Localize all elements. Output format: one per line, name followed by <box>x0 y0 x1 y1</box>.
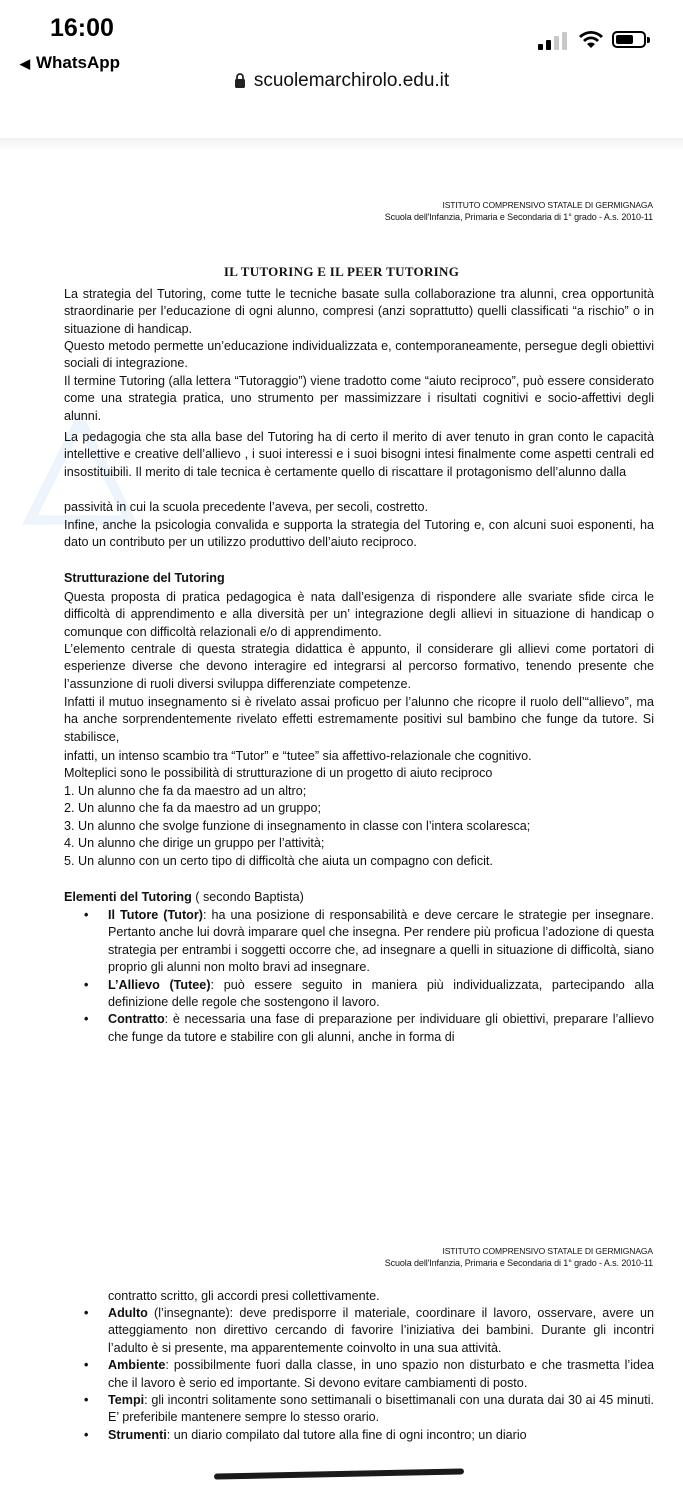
battery-icon <box>612 31 646 48</box>
struct-paragraph-2: L’elemento centrale di questa strategia didattica è appunto, il considerare gli allievi come portatori di esperienze diverse che devono interagire ed integrarsi al percorso formativo, tenendo presente che l’assunzione di ruoli diversi sviluppa differenziate competenze. <box>64 642 654 691</box>
element-term: L’Allievo (Tutee) <box>108 977 211 992</box>
lock-icon <box>234 73 246 88</box>
signal-icon <box>538 32 570 50</box>
element-text: (l’insegnante): deve predisporre il materiale, coordinare il lavoro, osservare, avere un atteggiamento non direttivo cercando di favorire l’iniziativa dei bambini. Durante gli incontri l’adulto è si presente, ma apparentemente coinvolto in una sua attività. <box>108 1306 654 1355</box>
list-item: • Il Tutore (Tutor): ha una posizione di responsabilità e deve cercare le strategie per insegnare. Pertanto anche lui dovrà imparare quel che insegna. Per rendere più proficua l’adozione di questa strategia per entrambi i soggetti occorre che, ad insegnare a quelli in situazione di difficoltà, siano proprio gli alunni non molto bravi ad insegnare. <box>84 908 654 975</box>
list-item: • Ambiente: possibilmente fuori dalla classe, in uno spazio non disturbato e che trasmetta l’idea che il lavoro è serio ed importante. Si devono evitare cambiamenti di posto. <box>84 1358 654 1390</box>
list-item: 5. Un alunno con un certo tipo di difficoltà che aiuta un compagno con deficit. <box>64 853 493 868</box>
status-time: 16:00 <box>50 14 114 42</box>
elements-heading-bold: Elementi del Tutoring <box>64 890 192 904</box>
element-term: Contratto <box>108 1012 165 1027</box>
wifi-icon <box>578 30 604 50</box>
element-text: : possibilmente fuori dalla classe, in uno spazio non disturbato e che trasmetta l’idea che il lavoro è serio ed importante. Si devono evitare cambiamenti di posto. <box>108 1358 654 1390</box>
section-heading-strutturazione: Strutturazione del Tutoring <box>64 571 225 585</box>
element-text: : un diario compilato dal tutore alla fine di ogni incontro; un diario <box>166 1427 527 1442</box>
status-bar <box>0 0 683 120</box>
elements-list-continued <box>64 1305 654 1444</box>
url-bar[interactable] <box>0 70 683 92</box>
page-edge-shadow <box>0 138 683 152</box>
school-subtitle: Scuola dell'Infanzia, Primaria e Secondaria di 1° grado - A.s. 2010-11 <box>384 1258 653 1268</box>
list-item: 4. Un alunno che dirige un gruppo per l’attività; <box>64 836 325 851</box>
list-item: • Strumenti: un diario compilato dal tutore alla fine di ogni incontro; un diario <box>84 1427 527 1442</box>
intro-paragraph-1: La strategia del Tutoring, come tutte le tecniche basate sulla collaborazione tra alunni, crea opportunità straordinarie per l’educazione di ogni alunno, compresi (anzi soprattutto) quelli classificati “a rischio” o in situazione di handicap. <box>64 287 654 336</box>
document-title: IL TUTORING E IL PEER TUTORING <box>223 264 460 279</box>
elements-heading-rest: ( secondo Baptista) <box>191 890 304 904</box>
list-item: 1. Un alunno che fa da maestro ad un altro; <box>64 784 307 798</box>
element-term: Adulto <box>108 1306 148 1320</box>
pen-underline-mark <box>214 1468 464 1479</box>
struct-paragraph-3: Infatti il mutuo insegnamento si è rivelato assai proficuo per l’alunno che ricopre il ruolo dell’“allievo”, ma ha anche sorprendentemente rivelato effetti estremamente positivi sul bambino che funge da tutore. Si stabilisce, <box>64 695 654 744</box>
element-term: Tempi <box>108 1393 145 1408</box>
section-heading-elementi <box>64 890 304 904</box>
element-term: Ambiente <box>108 1358 166 1373</box>
element-text: : è necessaria una fase di preparazione per individuare gli obiettivi, preparare l’allievo che funge da tutore e stabilire con gli alunni, anche in forma di <box>108 1012 654 1044</box>
intro-paragraph-4: La pedagogia che sta alla base del Tutoring ha di certo il merito di aver tenuto in gran conto le capacità intellettive e creative dell’allievo , i suoi interessi e i suoi bisogni intesi finalmente come aspetti centrali ed insostituibili. Il merito di tale tecnica è certamente quello di riscattare il protagonismo dell’alunno dalla <box>64 430 654 479</box>
school-name: ISTITUTO COMPRENSIVO STATALE DI GERMIGNAGA <box>442 1246 653 1256</box>
element-text: : può essere seguito in maniera più individualizzata, partecipando alla definizione delle regole che sostengono il lavoro. <box>108 977 654 1010</box>
list-item: • Contratto: è necessaria una fase di preparazione per individuare gli obiettivi, preparare l’allievo che funge da tutore e stabilire con gli alunni, anche in forma di <box>84 1012 654 1044</box>
struct-paragraph-4: infatti, un intenso scambio tra “Tutor” e “tutee” sia affettivo-relazionale che cognitivo. <box>64 749 532 763</box>
continued-text: contratto scritto, gli accordi presi collettivamente. <box>108 1289 380 1303</box>
school-name: ISTITUTO COMPRENSIVO STATALE DI GERMIGNAGA <box>442 200 653 210</box>
element-text: : ha una posizione di responsabilità e deve cercare le strategie per insegnare. Pertanto anche lui dovrà imparare quel che insegna. Per rendere più proficua l’adozione di questa strategia per entrambi i soggetti occorre che, ad insegnare a quelli in situazione di difficoltà, siano proprio gli alunni non molto bravi ad insegnare. <box>108 908 654 975</box>
page2-header <box>385 1245 653 1269</box>
element-text: : gli incontri solitamente sono settimanali o bisettimanali con una durata dai 30 ai 45 minuti. E’ preferibile mantenere sempre lo stesso orario. <box>108 1393 654 1425</box>
list-item: 3. Un alunno che svolge funzione di insegnamento in classe con l’intera scolaresca; <box>64 818 531 833</box>
intro-paragraph-5: passività in cui la scuola precedente l’aveva, per secoli, costretto. <box>64 500 429 514</box>
page1-header <box>385 199 653 223</box>
back-arrow-icon: ◀ <box>20 56 30 71</box>
elements-list <box>64 907 654 1046</box>
list-item: • Tempi: gli incontri solitamente sono settimanali o bisettimanali con una durata dai 30 ai 45 minuti. E’ preferibile mantenere sempre lo stesso orario. <box>84 1393 654 1425</box>
school-subtitle: Scuola dell'Infanzia, Primaria e Secondaria di 1° grado - A.s. 2010-11 <box>384 212 653 222</box>
intro-paragraph-6: Infine, anche la psicologia convalida e supporta la strategia del Tutoring e, con alcuni suoi esponenti, ha dato un contributo per un utilizzo produttivo dell’aiuto reciproco. <box>64 518 654 550</box>
numbered-list <box>64 783 654 870</box>
struct-paragraph-5: Molteplici sono le possibilità di strutturazione di un progetto di aiuto reciproco <box>64 766 493 780</box>
element-term: Il Tutore (Tutor) <box>108 908 203 922</box>
element-term: Strumenti <box>108 1427 167 1442</box>
list-item: 2. Un alunno che fa da maestro ad un gruppo; <box>64 801 321 816</box>
list-item: • L’Allievo (Tutee): può essere seguito in maniera più individualizzata, partecipando alla definizione delle regole che sostengono il lavoro. <box>84 977 654 1010</box>
back-app-label: WhatsApp <box>36 53 121 72</box>
url-text: scuolemarchirolo.edu.it <box>253 70 450 91</box>
intro-paragraph-2: Questo metodo permette un’educazione individualizzata e, contemporaneamente, persegue degli obiettivi sociali di integrazione. <box>64 339 654 371</box>
list-item: • Adulto (l’insegnante): deve predisporre il materiale, coordinare il lavoro, osservare, avere un atteggiamento non direttivo cercando di favorire l’iniziativa dei bambini. Durante gli incontri l’adulto è si presente, ma apparentemente coinvolto in una sua attività. <box>84 1306 654 1355</box>
intro-paragraph-3: Il termine Tutoring (alla lettera “Tutoraggio”) viene tradotto come “aiuto reciproco”, può essere considerato come una strategia pratica, uno strumento per massimizzare i risultati cognitivi e socio-affettivi degli alunni. <box>64 374 654 423</box>
struct-paragraph-1: Questa proposta di pratica pedagogica è nata dall’esigenza di rispondere alle svariate sfide circa le difficoltà di apprendimento e alla diversità per un’ integrazione degli allievi in situazione di handicap o comunque con difficoltà relazionali e/o di apprendimento. <box>64 590 654 639</box>
